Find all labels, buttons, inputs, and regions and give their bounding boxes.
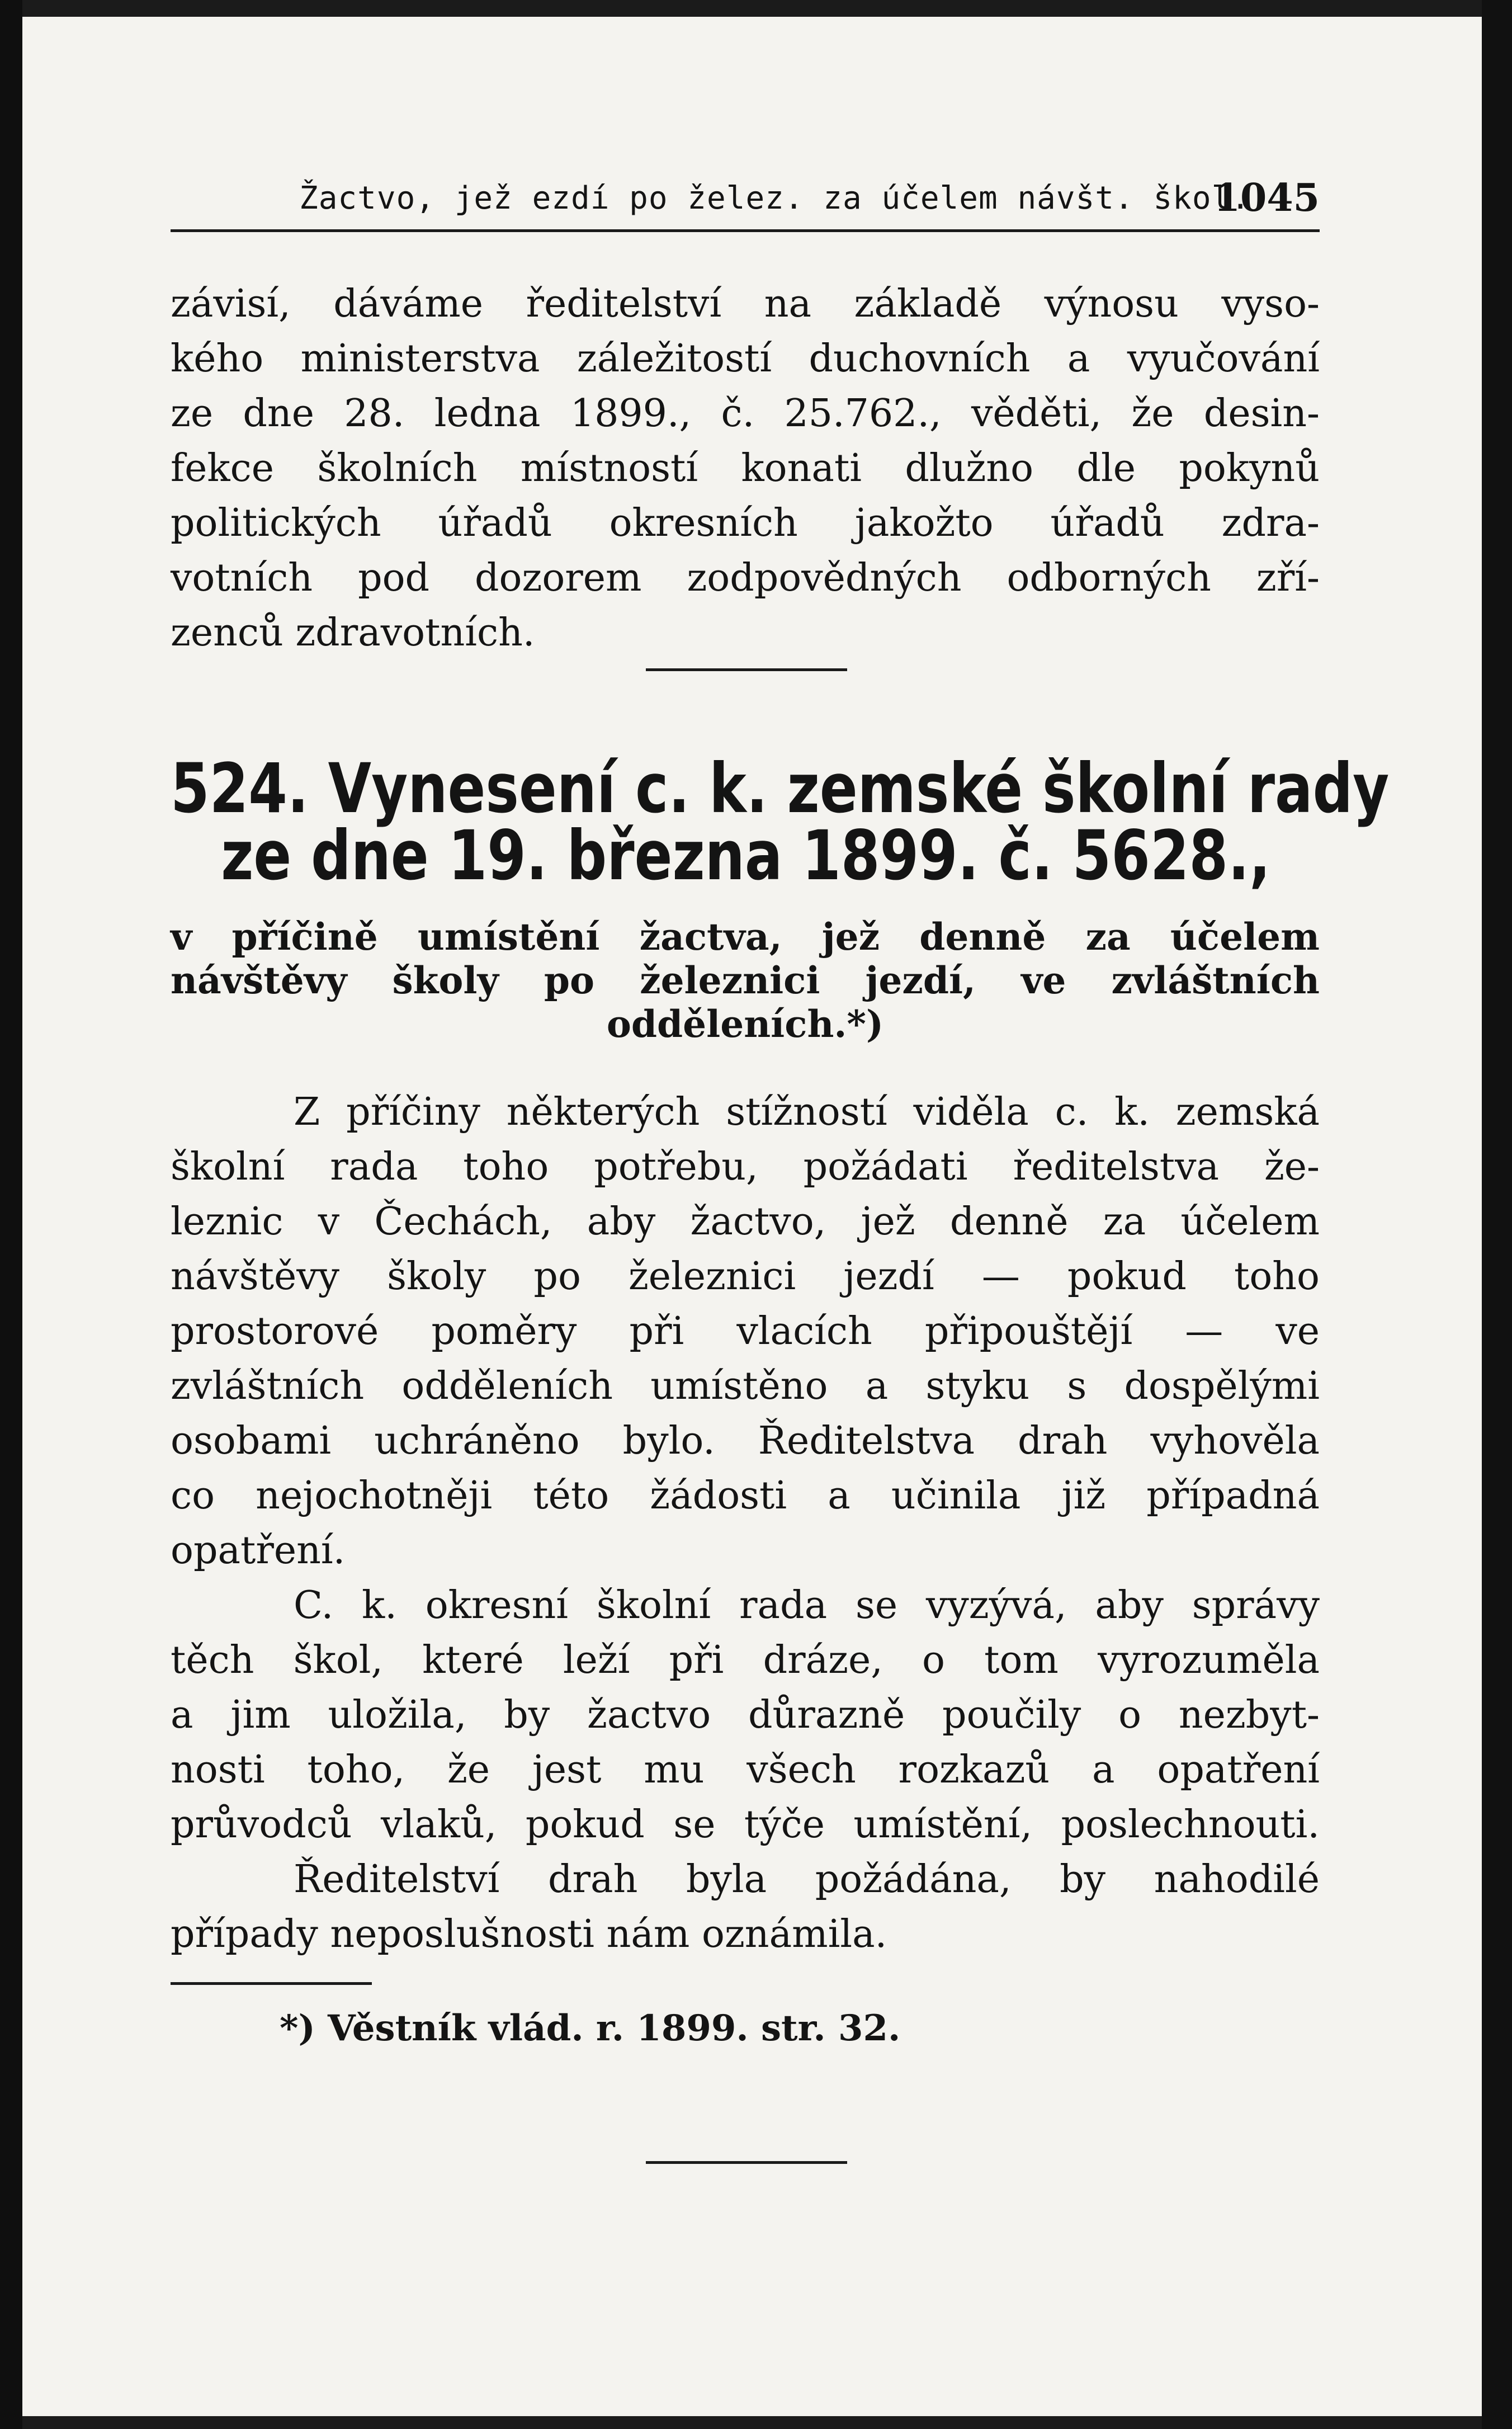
text-line: zvláštních odděleních umístěno a styku s dospělými [171,1364,1320,1408]
text-line: ze dne 28. ledna 1899., č. 25.762., věděti, že desin- [171,392,1320,436]
text-line: kého ministerstva záležitostí duchovních a vyučování [171,337,1320,381]
text-line: Z příčiny některých stížností viděla c. k. zemská [294,1090,1320,1134]
text-line: co nejochotněji této žádosti a učinila již případná [171,1474,1320,1518]
text-line: těch škol, které leží při dráze, o tom vyrozuměla [171,1638,1320,1682]
text-line: Ředitelství drah byla požádána, by nahodilé [294,1857,1320,1902]
paragraph-3 [171,1852,1320,1962]
text-line: opatření. [171,1529,346,1573]
running-head [171,168,1320,232]
text-line: leznic v Čechách, aby žactvo, jež denně za účelem [171,1200,1320,1244]
text-line: C. k. okresní školní rada se vyzývá, aby správy [294,1583,1320,1628]
running-head-title: Žactvo, jež ezdí po želez. za účelem návšt. škol. [299,180,1251,216]
paragraph-1 [171,1085,1320,1578]
text-line: votních pod dozorem zodpovědných odborných zří- [171,556,1320,600]
text-line: osobami uchráněno bylo. Ředitelstva drah vyhověla [171,1419,1320,1463]
text-line: průvodců vlaků, pokud se týče umístění, poslechnouti. [171,1803,1320,1847]
heading-line-2: ze dne 19. března 1899. č. 5628., [221,816,1271,895]
scan-left-edge [0,0,22,2429]
subheading-line: návštěvy školy po železnici jezdí, ve zvláštních [171,959,1320,1002]
text-line: případy neposlušnosti nám oznámila. [171,1912,887,1956]
footnote-rule [171,1982,372,1985]
subheading-line: odděleních.*) [606,1002,884,1046]
text-line: politických úřadů okresních jakožto úřadů zdra- [171,501,1320,545]
page-number: 1045 [1213,176,1320,220]
text-line: nosti toho, že jest mu všech rozkazů a opatření [171,1748,1320,1792]
scan-right-edge [1482,0,1512,2429]
text-line: fekce školních místností konati dlužno dle pokynů [171,446,1320,490]
text-line: prostorové poměry při vlacích připouštějí — ve [171,1309,1320,1353]
end-divider [646,2161,847,2164]
section-heading [171,749,1390,895]
subheading-line: v příčině umístění žactva, jež denně za účelem [171,915,1320,959]
text-line: a jim uložila, by žactvo důrazně poučily o nezbyt- [171,1693,1320,1737]
footnote: *) Věstník vlád. r. 1899. str. 32. [280,2007,901,2049]
paragraph-2 [171,1578,1320,1852]
text-line: školní rada toho potřebu, požádati ředitelstva že- [171,1145,1320,1189]
text-line: návštěvy školy po železnici jezdí — pokud toho [171,1254,1320,1299]
text-line: závisí, dáváme ředitelství na základě výnosu vyso- [171,282,1320,326]
heading-line-1: 524. Vynesení c. k. zemské školní rady [171,749,1390,828]
text-line: zenců zdravotních. [171,611,535,655]
page-content [171,168,1390,2164]
intro-paragraph [171,277,1320,661]
section-subheading [171,915,1320,1046]
section-divider [646,668,847,671]
